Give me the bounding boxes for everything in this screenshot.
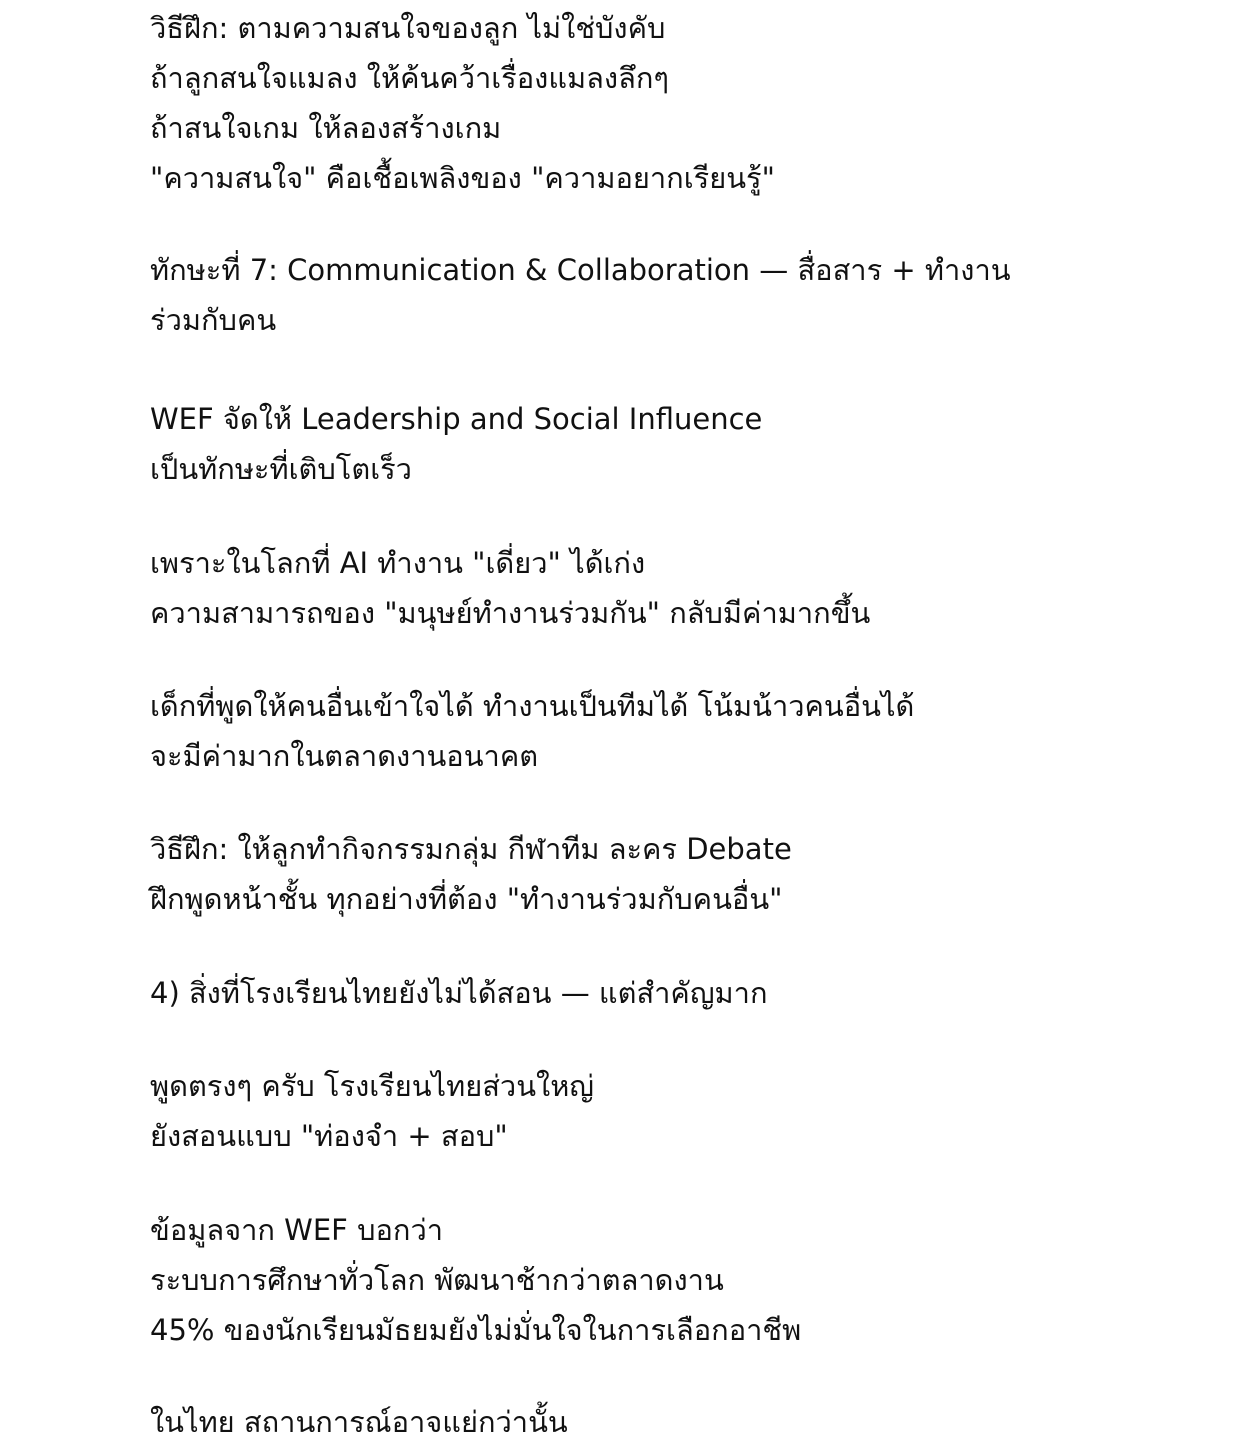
paragraph-future-value	[150, 681, 914, 781]
paragraph-thai-schools	[150, 1061, 594, 1161]
text-line: WEF จัดให้ Leadership and Social Influence	[150, 402, 763, 436]
section-heading-skill-7	[150, 245, 1011, 345]
text-line: ระบบการศึกษาทั่วโลก พัฒนาช้ากว่าตลาดงาน	[150, 1263, 724, 1297]
text-line: เด็กที่พูดให้คนอื่นเข้าใจได้ ทำงานเป็นทีมได้ โน้มน้าวคนอื่นได้	[150, 689, 915, 723]
section-heading-4	[150, 968, 768, 1018]
text-line: วิธีฝึก: ตามความสนใจของลูก ไม่ใช่บังคับ	[150, 11, 666, 45]
paragraph-wef-leadership	[150, 394, 762, 494]
text-line: 4) สิ่งที่โรงเรียนไทยยังไม่ได้สอน — แต่สำคัญมาก	[150, 976, 768, 1010]
paragraph-wef-data	[150, 1205, 801, 1355]
text-line: ถ้าสนใจเกม ให้ลองสร้างเกม	[150, 111, 502, 145]
text-line: ถ้าลูกสนใจแมลง ให้ค้นคว้าเรื่องแมลงลึกๆ	[150, 61, 669, 95]
paragraph-ai-solo-work	[150, 538, 870, 638]
text-line: ข้อมูลจาก WEF บอกว่า	[150, 1213, 444, 1247]
text-line: ทักษะที่ 7: Communication & Collaboration — สื่อสาร + ทำงาน	[150, 253, 1011, 287]
text-line: พูดตรงๆ ครับ โรงเรียนไทยส่วนใหญ่	[150, 1069, 595, 1103]
text-line: ร่วมกับคน	[150, 303, 277, 337]
text-line: ฝึกพูดหน้าชั้น ทุกอย่างที่ต้อง "ทำงานร่วมกับคนอื่น"	[150, 882, 783, 916]
text-line: 45% ของนักเรียนมัธยมยังไม่มั่นใจในการเลือกอาชีพ	[150, 1313, 802, 1347]
text-line: วิธีฝึก: ให้ลูกทำกิจกรรมกลุ่ม กีฬาทีม ละคร Debate	[150, 832, 792, 866]
text-line: "ความสนใจ" คือเชื้อเพลิงของ "ความอยากเรียนรู้"	[150, 161, 775, 195]
text-line: ในไทย สถานการณ์อาจแย่กว่านั้น	[150, 1405, 568, 1439]
text-line: จะมีค่ามากในตลาดงานอนาคต	[150, 739, 539, 773]
text-line: ยังสอนแบบ "ท่องจำ + สอบ"	[150, 1119, 508, 1153]
paragraph-interest-training	[150, 3, 775, 203]
paragraph-thailand-situation	[150, 1397, 568, 1447]
text-line: ความสามารถของ "มนุษย์ทำงานร่วมกัน" กลับมีค่ามากขึ้น	[150, 596, 871, 630]
paragraph-collab-training	[150, 824, 792, 924]
text-line: เพราะในโลกที่ AI ทำงาน "เดี่ยว" ได้เก่ง	[150, 546, 646, 580]
text-line: เป็นทักษะที่เติบโตเร็ว	[150, 452, 412, 486]
